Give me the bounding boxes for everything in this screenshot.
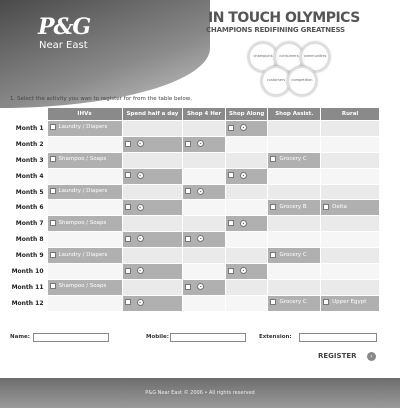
table-corner xyxy=(9,108,48,121)
activity-checkbox[interactable] xyxy=(228,125,234,131)
activity-option[interactable] xyxy=(50,283,107,289)
month-label: Month 8 xyxy=(9,232,48,248)
activity-cell xyxy=(321,279,380,295)
ring-communities: communities xyxy=(300,42,330,72)
register-button[interactable]: REGISTER xyxy=(318,352,357,360)
activity-cell xyxy=(122,216,183,232)
page-title: IN TOUCH OLYMPICS xyxy=(208,10,360,26)
mobile-label: Mobile: xyxy=(146,334,169,340)
activity-option[interactable] xyxy=(125,299,144,306)
activity-checkbox[interactable] xyxy=(185,236,191,242)
activity-option[interactable] xyxy=(125,235,144,242)
info-icon[interactable]: • xyxy=(137,140,144,147)
activity-cell xyxy=(122,152,183,168)
activity-cell xyxy=(225,152,268,168)
activity-label: Shampoo / Soaps xyxy=(58,156,107,163)
activity-option[interactable] xyxy=(228,220,247,227)
activity-option[interactable] xyxy=(50,188,108,194)
month-label: Month 6 xyxy=(9,200,48,216)
activity-cell[interactable] xyxy=(225,216,268,232)
activity-cell xyxy=(268,136,321,152)
col-ihvs: IHVs xyxy=(47,108,122,121)
activity-cell[interactable] xyxy=(122,200,183,216)
name-field[interactable] xyxy=(33,333,109,342)
activity-cell xyxy=(268,264,321,280)
activity-cell xyxy=(321,152,380,168)
arrow-right-icon[interactable]: › xyxy=(367,352,376,361)
activity-checkbox[interactable] xyxy=(228,172,234,178)
activity-cell xyxy=(225,200,268,216)
activity-label: Shampoo / Soaps xyxy=(58,283,107,290)
activity-option[interactable] xyxy=(185,235,204,242)
logo-swoosh xyxy=(0,0,210,108)
activity-cell[interactable] xyxy=(183,136,226,152)
activity-checkbox[interactable] xyxy=(50,124,56,130)
activity-checkbox[interactable] xyxy=(125,268,131,274)
month-label: Month 11 xyxy=(9,279,48,295)
activity-cell xyxy=(47,232,122,248)
activity-cell xyxy=(321,121,380,137)
activity-option[interactable] xyxy=(323,299,366,305)
info-icon[interactable]: • xyxy=(197,188,204,195)
activity-cell[interactable] xyxy=(268,248,321,264)
activity-cell xyxy=(47,264,122,280)
header xyxy=(0,0,400,108)
info-icon[interactable]: • xyxy=(197,235,204,242)
activity-cell xyxy=(47,200,122,216)
activity-cell xyxy=(268,232,321,248)
activity-cell[interactable] xyxy=(183,279,226,295)
activity-cell xyxy=(321,216,380,232)
activity-option[interactable] xyxy=(185,283,204,290)
month-label: Month 10 xyxy=(9,264,48,280)
table-row xyxy=(9,264,380,280)
activity-cell xyxy=(183,152,226,168)
activity-checkbox[interactable] xyxy=(125,236,131,242)
activity-cell[interactable] xyxy=(183,232,226,248)
activity-cell[interactable] xyxy=(47,152,122,168)
activity-checkbox[interactable] xyxy=(50,283,56,289)
activity-cell xyxy=(268,279,321,295)
activity-cell[interactable] xyxy=(268,200,321,216)
info-icon[interactable]: • xyxy=(137,235,144,242)
activity-checkbox[interactable] xyxy=(185,188,191,194)
activity-option[interactable] xyxy=(228,267,247,274)
info-icon[interactable]: • xyxy=(197,283,204,290)
activity-label: Delta xyxy=(332,203,347,210)
activity-cell xyxy=(122,279,183,295)
activity-checkbox[interactable] xyxy=(50,220,56,226)
activity-cell xyxy=(183,168,226,184)
activity-label: Grocery C xyxy=(279,299,307,306)
activity-label: Grocery B xyxy=(279,203,307,210)
footer: P&G Near East © 2006 • All rights reserved xyxy=(0,378,400,408)
col-shop-along: Shop Along xyxy=(225,108,268,121)
ring-champions: champions xyxy=(248,42,278,72)
activity-cell[interactable] xyxy=(321,295,380,311)
activity-cell[interactable] xyxy=(321,200,380,216)
activity-option[interactable] xyxy=(125,172,144,179)
activity-cell xyxy=(183,295,226,311)
activity-cell xyxy=(183,216,226,232)
activity-label: Laundry / Diapers xyxy=(58,251,108,258)
activity-cell[interactable] xyxy=(47,248,122,264)
activity-cell xyxy=(183,200,226,216)
info-icon[interactable]: • xyxy=(240,124,247,131)
info-icon[interactable]: • xyxy=(137,299,144,306)
activity-cell xyxy=(225,295,268,311)
activity-cell[interactable] xyxy=(183,184,226,200)
info-icon[interactable]: • xyxy=(240,220,247,227)
ring-competition: competition xyxy=(287,66,317,96)
table-row xyxy=(9,168,380,184)
table-row xyxy=(9,248,380,264)
info-icon[interactable]: • xyxy=(197,140,204,147)
activity-cell xyxy=(122,184,183,200)
activity-option[interactable] xyxy=(270,252,306,258)
page-subtitle: CHAMPIONS REDIFINING GREATNESS xyxy=(206,26,345,34)
activity-cell[interactable] xyxy=(122,295,183,311)
ring-customers: customers xyxy=(261,66,291,96)
activity-label: Grocery C xyxy=(279,156,307,163)
activity-cell xyxy=(268,121,321,137)
activity-cell[interactable] xyxy=(122,232,183,248)
col-rural: Rural xyxy=(321,108,380,121)
activity-cell xyxy=(321,232,380,248)
activity-checkbox[interactable] xyxy=(185,141,191,147)
activity-option[interactable] xyxy=(50,124,108,130)
activity-option[interactable] xyxy=(125,267,144,274)
ring-consumers: consumers xyxy=(274,42,304,72)
activity-cell xyxy=(268,216,321,232)
activity-option[interactable] xyxy=(125,204,144,211)
activity-cell[interactable] xyxy=(268,295,321,311)
activity-label: Laundry / Diapers xyxy=(58,124,108,131)
instruction-text: 1. Select the activity you wan to register for from the table below, xyxy=(10,96,193,102)
activity-cell xyxy=(268,168,321,184)
activity-cell[interactable] xyxy=(47,121,122,137)
activity-cell xyxy=(47,295,122,311)
activity-cell[interactable] xyxy=(47,279,122,295)
activity-cell xyxy=(122,121,183,137)
activity-cell[interactable] xyxy=(268,152,321,168)
mobile-field[interactable] xyxy=(170,333,246,342)
activity-cell[interactable] xyxy=(225,264,268,280)
activity-checkbox[interactable] xyxy=(228,268,234,274)
name-label: Name: xyxy=(10,334,30,340)
activity-label: Laundry / Diapers xyxy=(58,188,108,194)
month-label: Month 7 xyxy=(9,216,48,232)
info-icon[interactable]: • xyxy=(137,204,144,211)
activity-checkbox[interactable] xyxy=(125,299,131,305)
activity-cell xyxy=(225,248,268,264)
activity-cell xyxy=(321,184,380,200)
activity-cell xyxy=(321,264,380,280)
activity-checkbox[interactable] xyxy=(323,299,329,305)
month-label: Month 9 xyxy=(9,248,48,264)
month-label: Month 4 xyxy=(9,168,48,184)
activity-option[interactable] xyxy=(270,204,306,210)
table-row xyxy=(9,200,380,216)
activity-checkbox[interactable] xyxy=(323,204,329,210)
activity-cell[interactable] xyxy=(122,264,183,280)
brand-logo: P&G xyxy=(38,14,91,40)
table-row xyxy=(9,136,380,152)
activity-checkbox[interactable] xyxy=(270,252,276,258)
month-label: Month 12 xyxy=(9,295,48,311)
activity-cell xyxy=(225,184,268,200)
activity-cell xyxy=(225,136,268,152)
activity-label: Shampoo / Soaps xyxy=(58,219,107,226)
activity-option[interactable] xyxy=(228,172,247,179)
activity-option[interactable] xyxy=(50,220,107,226)
activity-checkbox[interactable] xyxy=(185,284,191,290)
activity-option[interactable] xyxy=(323,204,347,210)
table-row xyxy=(9,216,380,232)
activity-option[interactable] xyxy=(270,156,306,162)
table-row xyxy=(9,279,380,295)
extension-field[interactable] xyxy=(299,333,377,342)
activity-option[interactable] xyxy=(125,140,144,147)
activity-checkbox[interactable] xyxy=(50,188,56,194)
activity-option[interactable] xyxy=(50,252,108,258)
activity-cell xyxy=(122,248,183,264)
activity-cell xyxy=(47,136,122,152)
registration-form xyxy=(0,334,400,348)
activity-option[interactable] xyxy=(228,124,247,131)
table-body xyxy=(9,121,380,312)
activity-option[interactable] xyxy=(270,299,306,305)
activity-checkbox[interactable] xyxy=(270,156,276,162)
col-shop-4-her: Shop 4 Her xyxy=(183,108,226,121)
month-label: Month 3 xyxy=(9,152,48,168)
month-label: Month 5 xyxy=(9,184,48,200)
info-icon[interactable]: • xyxy=(240,267,247,274)
activity-cell[interactable] xyxy=(225,121,268,137)
activity-cell xyxy=(47,168,122,184)
info-icon[interactable]: • xyxy=(240,172,247,179)
activity-table xyxy=(8,107,380,312)
activity-cell xyxy=(321,168,380,184)
activity-option[interactable] xyxy=(185,140,204,147)
activity-option[interactable] xyxy=(185,188,204,195)
activity-cell xyxy=(183,121,226,137)
month-label: Month 2 xyxy=(9,136,48,152)
month-label: Month 1 xyxy=(9,121,48,137)
table-header-row xyxy=(9,108,380,121)
activity-checkbox[interactable] xyxy=(125,172,131,178)
activity-checkbox[interactable] xyxy=(50,156,56,162)
activity-checkbox[interactable] xyxy=(228,220,234,226)
activity-cell xyxy=(321,248,380,264)
info-icon[interactable]: • xyxy=(137,267,144,274)
activity-cell xyxy=(225,232,268,248)
activity-checkbox[interactable] xyxy=(125,141,131,147)
activity-option[interactable] xyxy=(50,156,107,162)
table-row xyxy=(9,184,380,200)
extension-label: Extension: xyxy=(259,334,292,340)
activity-cell[interactable] xyxy=(122,168,183,184)
activity-checkbox[interactable] xyxy=(270,204,276,210)
activity-label: Upper Egypt xyxy=(332,299,367,306)
activity-cell xyxy=(321,136,380,152)
activity-cell xyxy=(268,184,321,200)
table-row xyxy=(9,232,380,248)
brand-subtitle: Near East xyxy=(39,40,88,51)
col-shop-assist: Shop Assist. xyxy=(268,108,321,121)
activity-checkbox[interactable] xyxy=(270,299,276,305)
activity-label: Grocery C xyxy=(279,251,307,258)
activity-checkbox[interactable] xyxy=(50,252,56,258)
activity-cell xyxy=(183,248,226,264)
activity-cell[interactable] xyxy=(225,168,268,184)
activity-cell xyxy=(225,279,268,295)
activity-cell xyxy=(183,264,226,280)
table-row xyxy=(9,295,380,311)
activity-cell[interactable] xyxy=(47,216,122,232)
olympic-rings xyxy=(248,38,358,100)
activity-cell[interactable] xyxy=(47,184,122,200)
activity-checkbox[interactable] xyxy=(125,204,131,210)
table-row xyxy=(9,121,380,137)
activity-cell[interactable] xyxy=(122,136,183,152)
col-spend-half-day: Spend half a day xyxy=(122,108,183,121)
info-icon[interactable]: • xyxy=(137,172,144,179)
table-row xyxy=(9,152,380,168)
